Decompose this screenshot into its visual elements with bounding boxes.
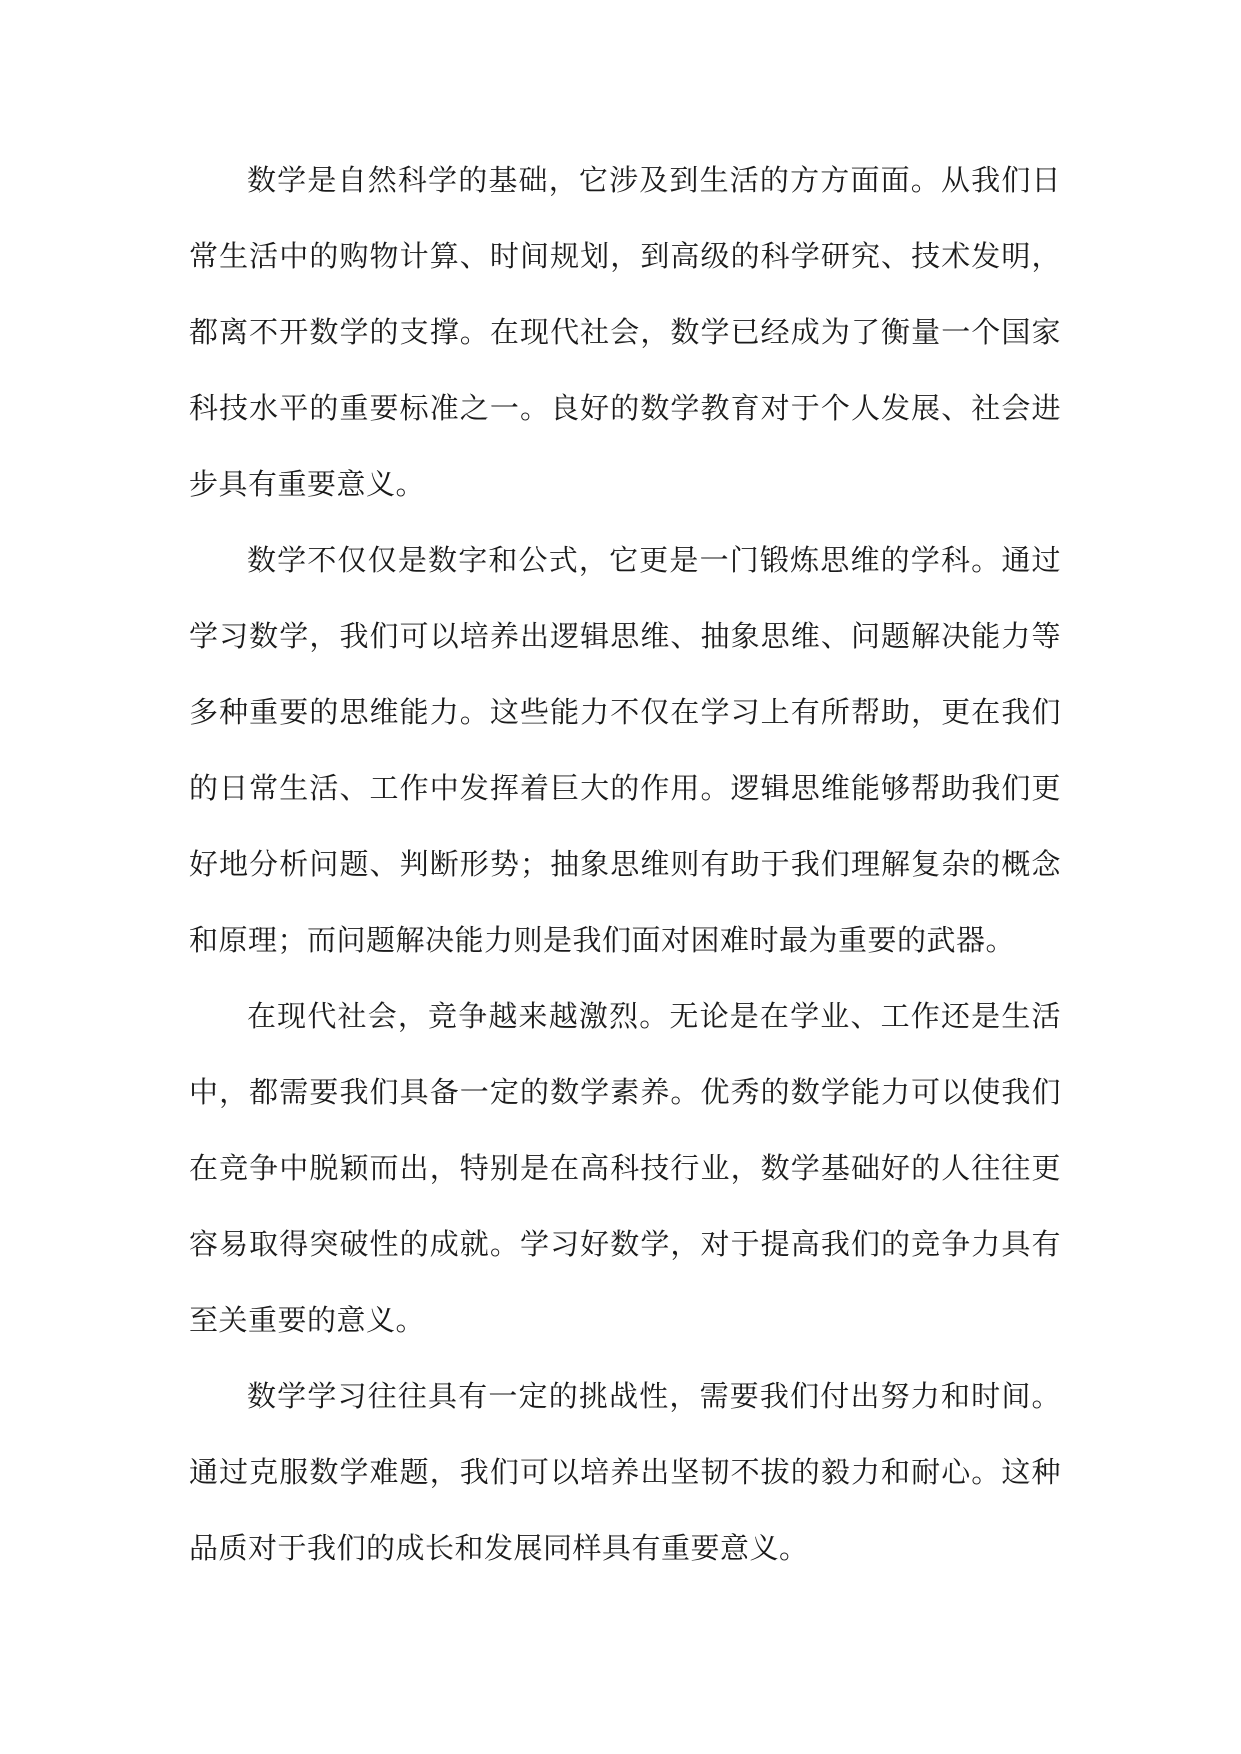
paragraph-3: 在现代社会，竞争越来越激烈。无论是在学业、工作还是生活中，都需要我们具备一定的数学素养。优秀的数学能力可以使我们在竞争中脱颖而出，特别是在高科技行业，数学基础好的人往往更容易取得突破性的成就。学习好数学，对于提高我们的竞争力具有至关重要的意义。 (189, 999, 1061, 1337)
paragraph-1: 数学是自然科学的基础，它涉及到生活的方方面面。从我们日常生活中的购物计算、时间规划，到高级的科学研究、技术发明，都离不开数学的支撑。在现代社会，数学已经成为了衡量一个国家科技水平的重要标准之一。良好的数学教育对于个人发展、社会进步具有重要意义。 (189, 163, 1061, 501)
body-text (189, 142, 1061, 1586)
paragraph-2: 数学不仅仅是数字和公式，它更是一门锻炼思维的学科。通过学习数学，我们可以培养出逻辑思维、抽象思维、问题解决能力等多种重要的思维能力。这些能力不仅在学习上有所帮助，更在我们的日常生活、工作中发挥着巨大的作用。逻辑思维能够帮助我们更好地分析问题、判断形势；抽象思维则有助于我们理解复杂的概念和原理；而问题解决能力则是我们面对困难时最为重要的武器。 (189, 543, 1061, 957)
paragraph-4: 数学学习往往具有一定的挑战性，需要我们付出努力和时间。通过克服数学难题，我们可以培养出坚韧不拔的毅力和耐心。这种品质对于我们的成长和发展同样具有重要意义。 (189, 1379, 1061, 1565)
